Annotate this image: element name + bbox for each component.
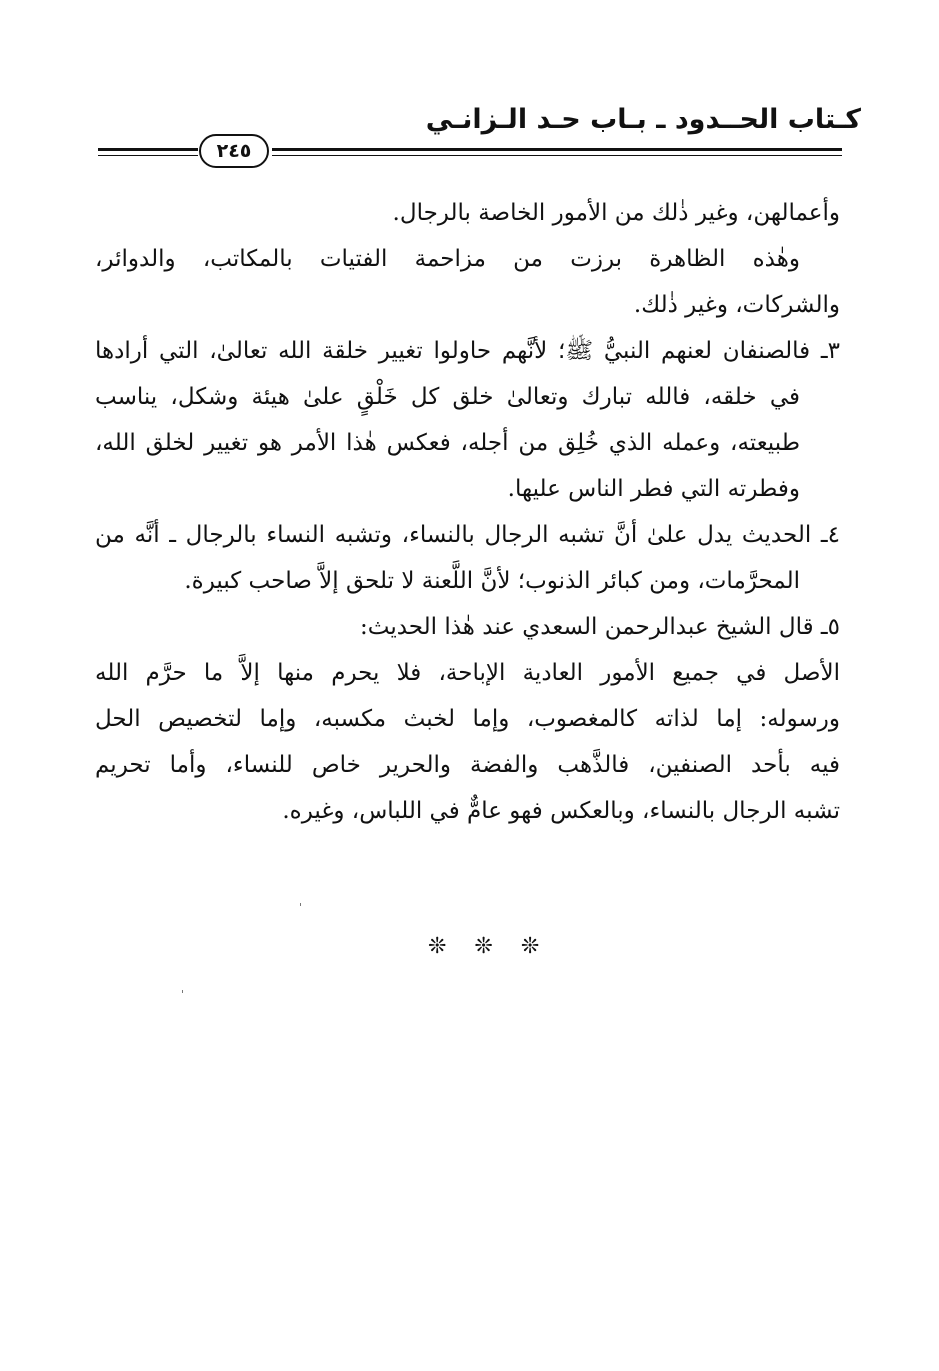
running-header-title: كـتاب الحــدود ـ بـاب حـد الـزانـي [425,104,861,135]
text-line: وهٰذه الظاهرة برزت من مزاحمة الفتيات بالمكاتب، والدوائر، [95,246,800,272]
text-line: طبيعته، وعمله الذي خُلِق من أجله، فعكس هٰذا الأمر هو تغيير لخلق الله، [95,430,800,456]
list-item-3-line: ٣ـ فالصنفان لعنهم النبيُّ ﷺ؛ لأنَّهم حاولوا تغيير خلقة الله تعالىٰ، التي أرادها [95,338,840,364]
scan-speck [300,903,301,906]
text-line: والشركات، وغير ذٰلك. [633,292,840,318]
quote-line: تشبه الرجال بالنساء، وبالعكس فهو عامٌّ في اللباس، وغيره. [282,798,840,824]
header-rule-left-thick [98,148,198,151]
text-line: وفطرته التي فطر الناس عليها. [507,476,800,502]
list-item-5-line: ٥ـ قال الشيخ عبدالرحمن السعدي عند هٰذا الحديث: [359,614,840,640]
quote-line: فيه بأحد الصنفين، فالذَّهب والفضة والحرير خاص للنساء، وأما تحريم [95,752,840,778]
text-line: وأعمالهن، وغير ذٰلك من الأمور الخاصة بالرجال. [392,200,840,226]
quote-line: ورسوله: إما لذاته كالمغصوب، وإما لخبث مكسبه، وإما لتخصيص الحل [95,706,840,732]
header-rule-left-thin [98,155,198,156]
text-line: في خلقه، فالله تبارك وتعالىٰ خلق كل خَلْقٍ علىٰ هيئة وشكل، يناسب [95,384,800,410]
body-text [95,190,840,834]
quote-line: الأصل في جميع الأمور العادية الإباحة، فلا يحرم منها إلاَّ ما حرَّم الله [95,660,840,686]
page-number-badge: ٢٤٥ [199,134,269,168]
header-rule-right-thin [272,155,842,156]
header-rule-right-thick [272,148,842,151]
scan-speck [182,990,183,993]
text-line: المحرَّمات، ومن كبائر الذنوب؛ لأنَّ اللَّعنة لا تلحق إلاَّ صاحب كبيرة. [184,568,800,594]
list-item-4-line: ٤ـ الحديث يدل علىٰ أنَّ تشبه الرجال بالنساء، وتشبه النساء بالرجال ـ أنَّه من [95,522,840,548]
section-end-ornament: ❊❊❊ [428,934,568,959]
